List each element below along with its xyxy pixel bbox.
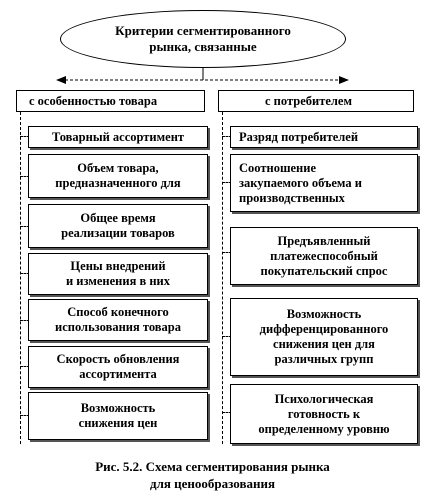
right-item-consumer-rank: Разряд потребителей xyxy=(230,126,418,148)
left-item-update-speed: Скорость обновления ассортимента xyxy=(28,346,208,388)
left-item-volume: Объем товара, предназначенного для xyxy=(28,154,208,198)
figure-caption: Рис. 5.2. Схема сегментирования рынка для ценообразования xyxy=(95,459,330,491)
right-item-solvent-demand: Предъявленный платежеспособный покупательский спрос xyxy=(230,227,418,285)
right-item-differentiated-reduction: Возможность дифференцированного снижения цен для различных групп xyxy=(230,298,418,376)
left-branch-header: с особенностью товара xyxy=(16,90,205,112)
right-item-volume-ratio: Соотношение закупаемого объема и производственных xyxy=(230,154,418,212)
left-item-assortment: Товарный ассортимент xyxy=(28,126,208,148)
right-item-psychological-readiness: Психологическая готовность к определенному уровню xyxy=(230,384,418,444)
root-criteria-ellipse: Критерии сегментированного рынка, связанные xyxy=(60,10,346,68)
left-item-sales-time: Общее время реализации товаров xyxy=(28,204,208,248)
left-item-prices: Цены внедрений и изменения в них xyxy=(28,253,208,295)
right-connector-line xyxy=(222,112,223,444)
left-item-price-reduction: Возможность снижения цен xyxy=(28,392,208,440)
left-connector-line xyxy=(20,112,21,444)
right-branch-header: с потребителем xyxy=(218,90,414,112)
left-item-end-use: Способ конечного использования товара xyxy=(28,299,208,341)
